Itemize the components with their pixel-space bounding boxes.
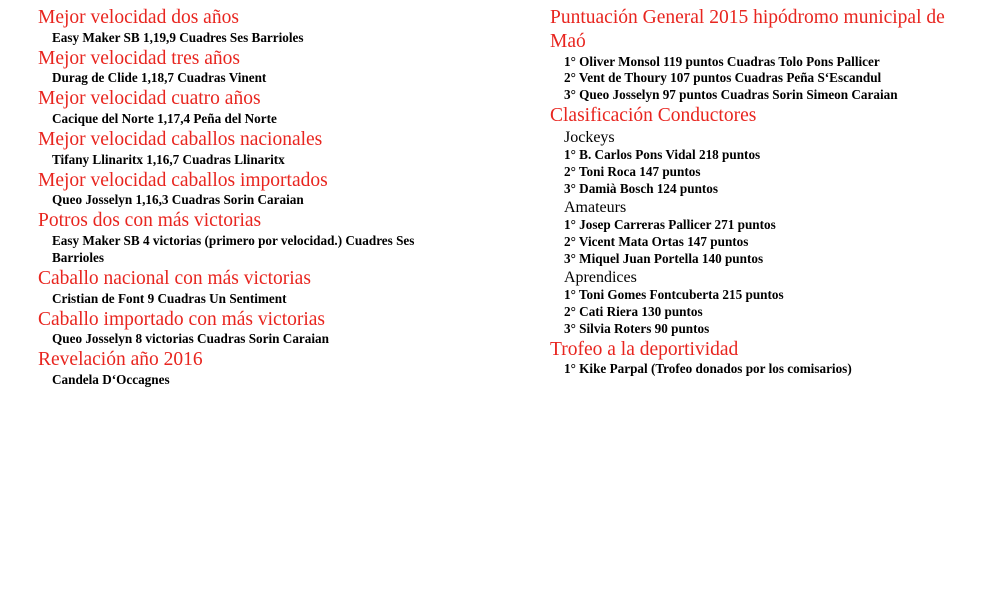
section-subheading: Aprendices: [564, 268, 637, 286]
section-heading: Mejor velocidad caballos importados: [38, 169, 328, 191]
result-entry: 2° Cati Riera 130 puntos: [564, 303, 703, 319]
right-column: [550, 0, 970, 378]
section-subheading: Amateurs: [564, 198, 627, 216]
section-heading: Puntuación General 2015 hipódromo municipal de Maó: [550, 7, 945, 52]
section-heading: Trofeo a la deportividad: [550, 338, 739, 360]
result-entry: 1° Josep Carreras Pallicer 271 puntos: [564, 217, 776, 233]
result-entry: 2° Vicent Mata Ortas 147 puntos: [564, 233, 749, 249]
left-column: [38, 0, 458, 389]
section-heading: Mejor velocidad dos años: [38, 7, 239, 28]
section-subheading: Jockeys: [564, 129, 615, 147]
result-entry: 1° B. Carlos Pons Vidal 218 puntos: [564, 147, 761, 163]
section-heading: Revelación año 2016: [38, 349, 203, 371]
result-entry: 1° Oliver Monsol 119 puntos Cuadras Tolo Pons Pallicer: [564, 53, 880, 69]
result-entry: 3° Miquel Juan Portella 140 puntos: [564, 250, 764, 266]
result-entry: Cristian de Font 9 Cuadras Un Sentiment: [52, 290, 287, 306]
section-heading: Mejor velocidad caballos nacionales: [38, 129, 323, 151]
result-entry: Candela D‘Occagnes: [52, 372, 170, 388]
section-heading: Caballo nacional con más victorias: [38, 267, 311, 289]
result-entry: 1° Kike Parpal (Trofeo donados por los comisarios): [564, 361, 852, 377]
result-entry: Cacique del Norte 1,17,4 Peña del Norte: [52, 111, 277, 127]
result-entry: Queo Josselyn 8 victorias Cuadras Sorin Caraian: [52, 331, 329, 347]
result-entry: Durag de Clide 1,18,7 Cuadras Vinent: [52, 70, 267, 86]
result-entry: 3° Damià Bosch 124 puntos: [564, 180, 719, 196]
result-entry: Queo Josselyn 1,16,3 Cuadras Sorin Caraian: [52, 192, 304, 208]
result-entry: 1° Toni Gomes Fontcuberta 215 puntos: [564, 286, 784, 302]
result-entry: 2° Toni Roca 147 puntos: [564, 164, 701, 180]
section-heading: Potros dos con más victorias: [38, 210, 262, 232]
result-entry: 3° Silvia Roters 90 puntos: [564, 320, 710, 336]
result-entry: Easy Maker SB 1,19,9 Cuadres Ses Barrioles: [52, 29, 304, 45]
section-heading: Clasificación Conductores: [550, 105, 757, 127]
section-heading: Caballo importado con más victorias: [38, 308, 326, 330]
section-heading: Mejor velocidad tres años: [38, 47, 240, 69]
result-entry: 2° Vent de Thoury 107 puntos Cuadras Peña S‘Escandul: [564, 70, 882, 86]
result-entry: Tifany Llinaritx 1,16,7 Cuadras Llinaritx: [52, 151, 285, 167]
result-entry: 3° Queo Josselyn 97 puntos Cuadras Sorin Simeon Caraian: [564, 87, 898, 103]
result-entry: Easy Maker SB 4 victorias (primero por velocidad.) Cuadres Ses Barrioles: [52, 233, 415, 266]
section-heading: Mejor velocidad cuatro años: [38, 88, 261, 110]
